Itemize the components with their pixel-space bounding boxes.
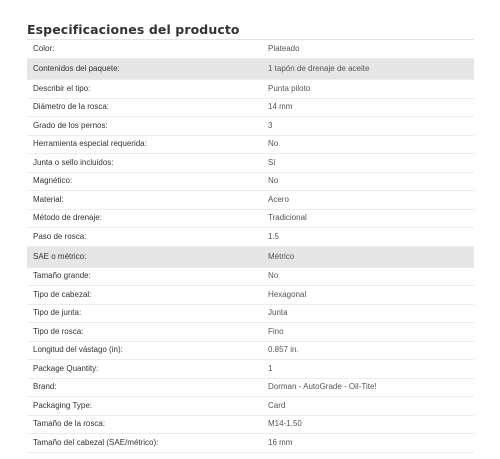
spec-label: Grado de los pernos: bbox=[27, 117, 262, 136]
specifications-table bbox=[27, 40, 474, 453]
spec-row bbox=[27, 117, 474, 136]
spec-label: Longitud del vástago (in): bbox=[27, 341, 262, 360]
spec-label: Método de drenaje: bbox=[27, 209, 262, 228]
spec-value: 3 bbox=[262, 117, 474, 136]
spec-label: Magnético: bbox=[27, 172, 262, 191]
spec-row bbox=[27, 341, 474, 360]
spec-label: Material: bbox=[27, 191, 262, 210]
spec-value: 1.5 bbox=[262, 228, 474, 247]
section-title: Especificaciones del producto bbox=[27, 0, 474, 40]
spec-row bbox=[27, 304, 474, 323]
spec-row bbox=[27, 135, 474, 154]
spec-label: Color: bbox=[27, 40, 262, 59]
spec-row bbox=[27, 397, 474, 416]
spec-row bbox=[27, 80, 474, 99]
spec-row bbox=[27, 209, 474, 228]
spec-label: Tamaño grande: bbox=[27, 267, 262, 286]
spec-row bbox=[27, 267, 474, 286]
spec-label: Contenidos del paquete: bbox=[27, 59, 262, 80]
spec-label: Junta o sello incluidos: bbox=[27, 154, 262, 173]
spec-row bbox=[27, 434, 474, 453]
spec-label: Describir el tipo: bbox=[27, 80, 262, 99]
spec-value: No bbox=[262, 135, 474, 154]
spec-row bbox=[27, 360, 474, 379]
spec-value: Acero bbox=[262, 191, 474, 210]
spec-row bbox=[27, 154, 474, 173]
spec-value: No bbox=[262, 267, 474, 286]
specifications-table-body bbox=[27, 40, 474, 452]
spec-row bbox=[27, 98, 474, 117]
spec-value: Fino bbox=[262, 323, 474, 342]
spec-value: 1 tapón de drenaje de aceite bbox=[262, 59, 474, 80]
spec-value: Punta piloto bbox=[262, 80, 474, 99]
spec-label: Packaging Type: bbox=[27, 397, 262, 416]
spec-label: Tipo de junta: bbox=[27, 304, 262, 323]
spec-value: Tradicional bbox=[262, 209, 474, 228]
spec-value: Métrico bbox=[262, 246, 474, 267]
spec-label: Diámetro de la rosca: bbox=[27, 98, 262, 117]
spec-label: Tipo de rosca: bbox=[27, 323, 262, 342]
spec-label: Paso de rosca: bbox=[27, 228, 262, 247]
spec-label: SAE o métrico: bbox=[27, 246, 262, 267]
spec-value: 16 mm bbox=[262, 434, 474, 453]
spec-value: Dorman - AutoGrade - Oil-Tite! bbox=[262, 378, 474, 397]
spec-row bbox=[27, 191, 474, 210]
spec-value: 1 bbox=[262, 360, 474, 379]
spec-value: 14 mm bbox=[262, 98, 474, 117]
spec-row bbox=[27, 378, 474, 397]
spec-label: Herramienta especial requerida: bbox=[27, 135, 262, 154]
spec-label: Tipo de cabezal: bbox=[27, 286, 262, 305]
spec-label: Package Quantity: bbox=[27, 360, 262, 379]
spec-value: Hexagonal bbox=[262, 286, 474, 305]
spec-row bbox=[27, 172, 474, 191]
spec-value: 0.857 in. bbox=[262, 341, 474, 360]
spec-value: Junta bbox=[262, 304, 474, 323]
spec-row bbox=[27, 246, 474, 267]
spec-value: Sí bbox=[262, 154, 474, 173]
spec-row bbox=[27, 323, 474, 342]
spec-value: No bbox=[262, 172, 474, 191]
spec-label: Brand: bbox=[27, 378, 262, 397]
spec-row bbox=[27, 286, 474, 305]
spec-row bbox=[27, 415, 474, 434]
spec-row bbox=[27, 228, 474, 247]
spec-value: Card bbox=[262, 397, 474, 416]
spec-label: Tamaño de la rosca: bbox=[27, 415, 262, 434]
spec-row bbox=[27, 59, 474, 80]
spec-row bbox=[27, 40, 474, 59]
spec-value: Plateado bbox=[262, 40, 474, 59]
spec-label: Tamaño del cabezal (SAE/métrico): bbox=[27, 434, 262, 453]
product-specifications-panel bbox=[27, 0, 474, 453]
spec-value: M14-1.50 bbox=[262, 415, 474, 434]
